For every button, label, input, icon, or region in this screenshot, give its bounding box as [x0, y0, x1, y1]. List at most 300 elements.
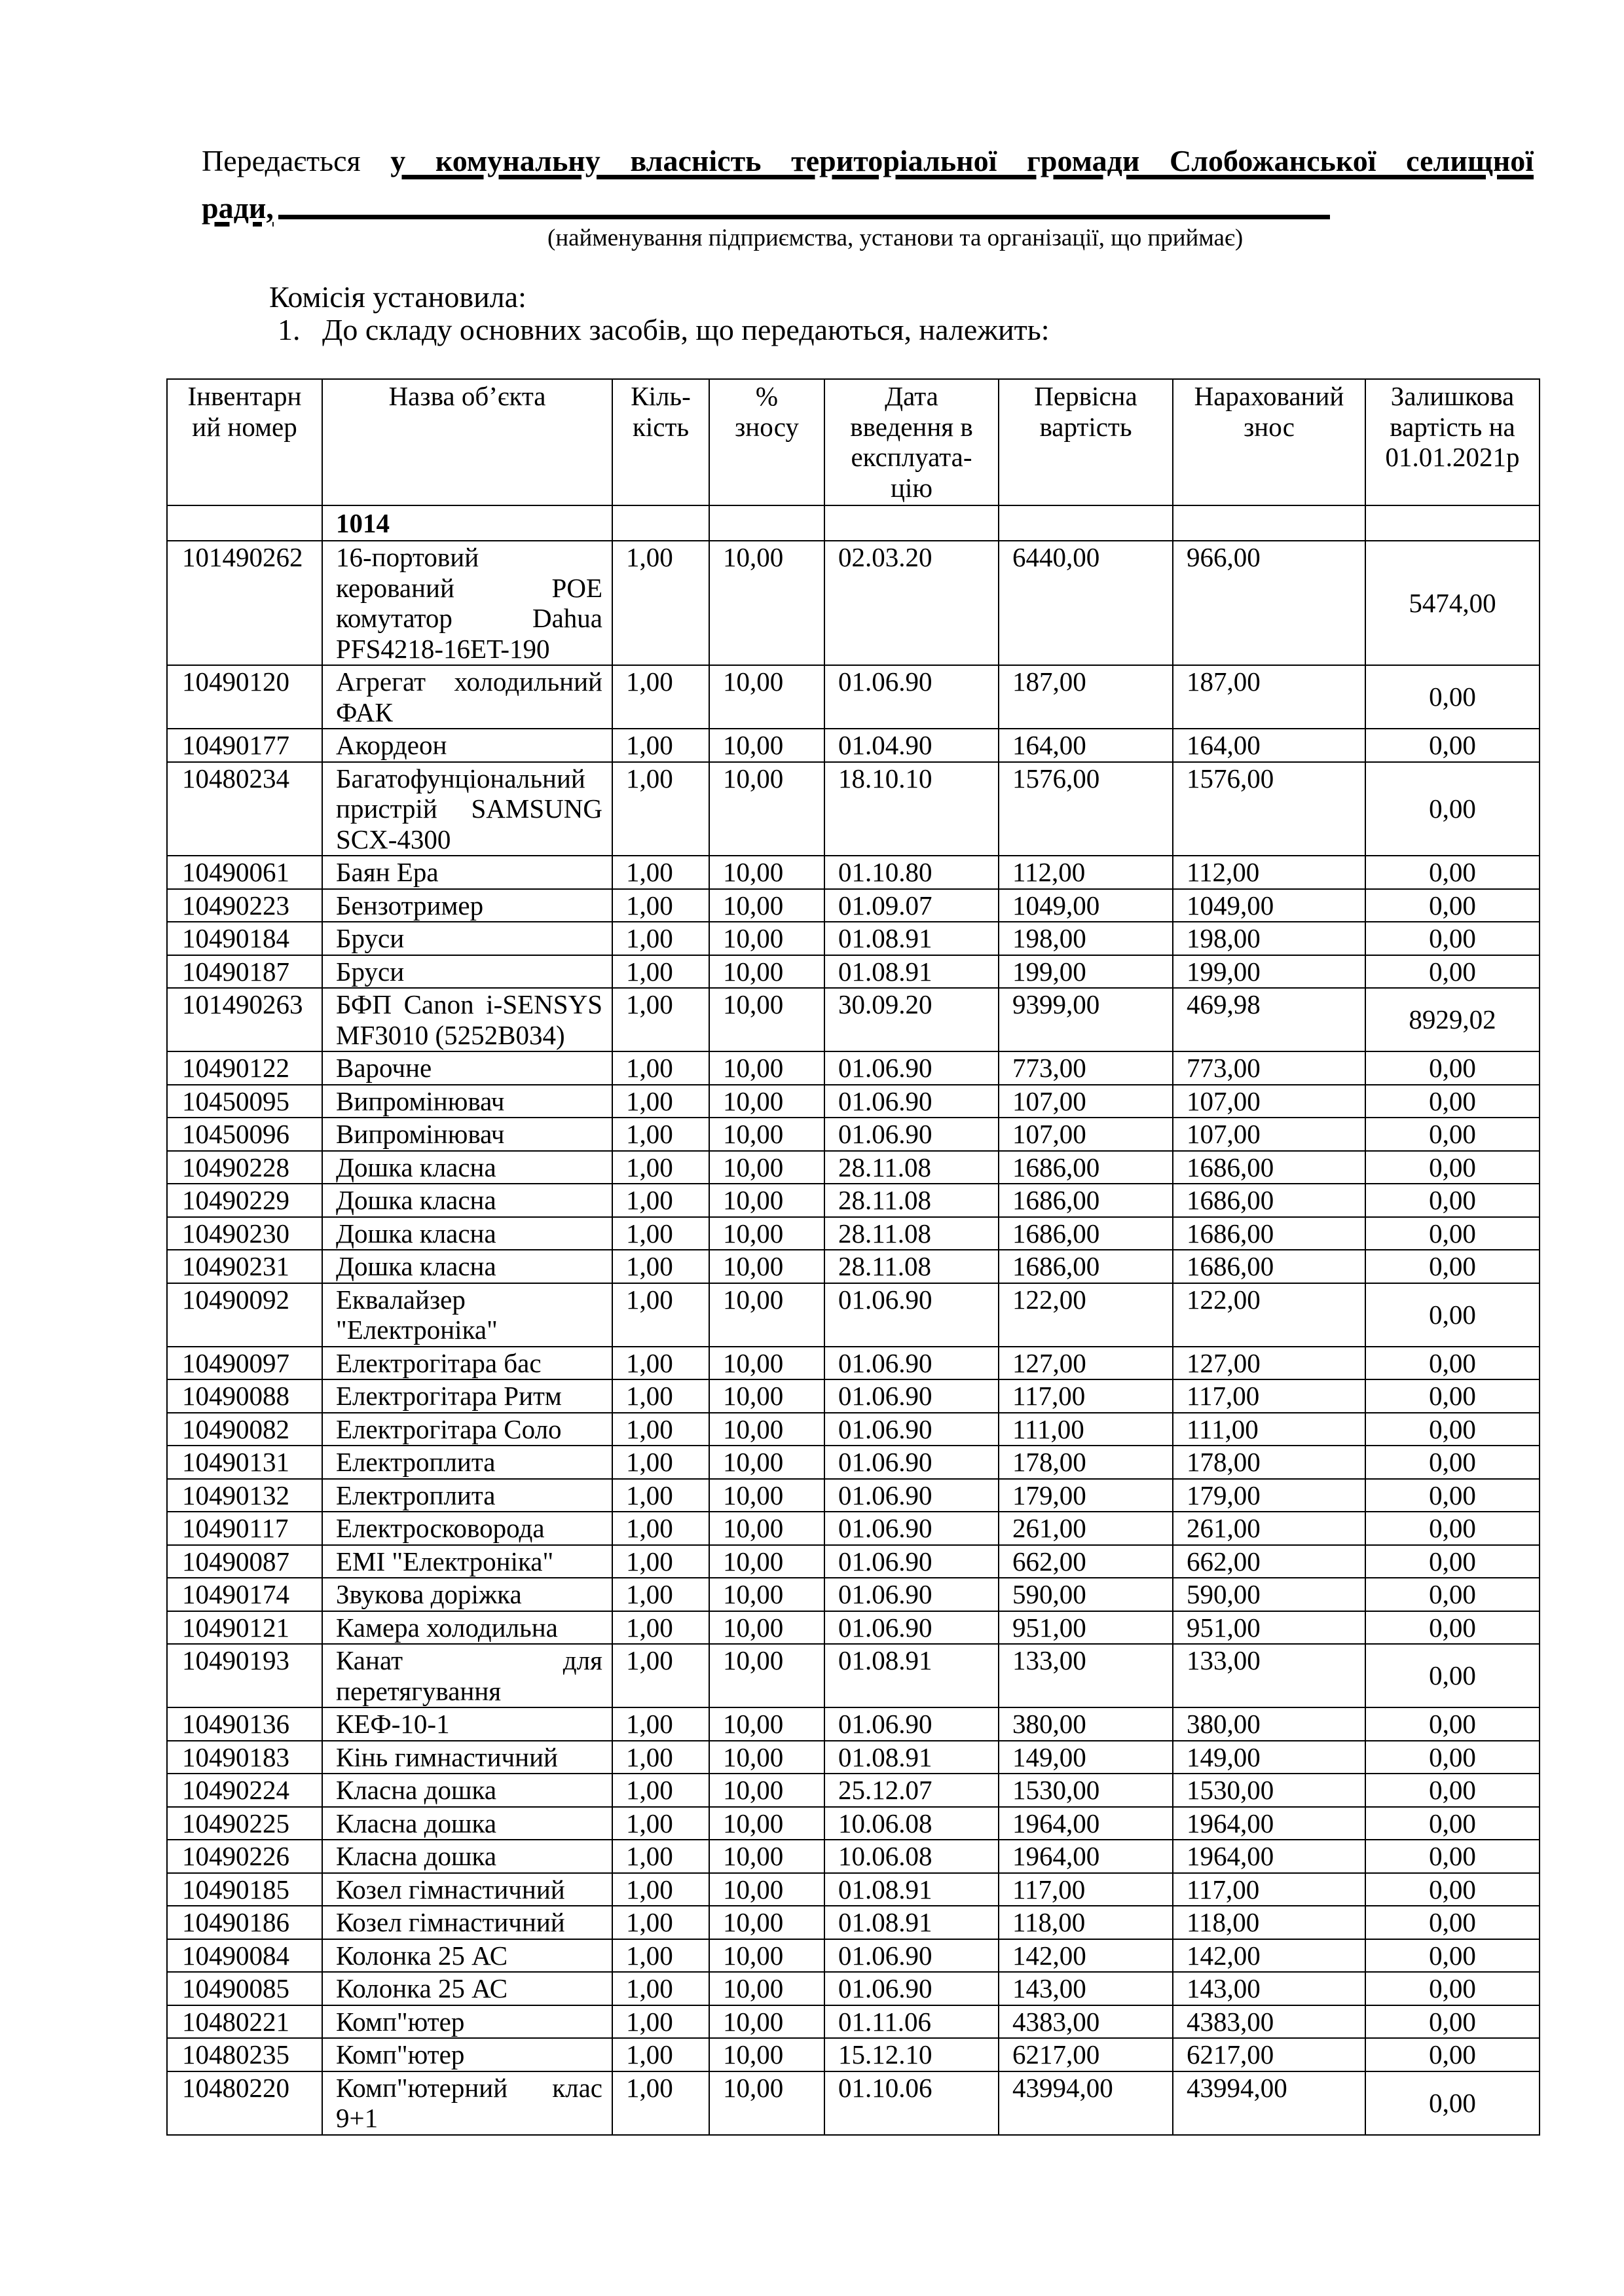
residual-value-cell: 0,00: [1365, 1578, 1540, 1611]
wear-percent-cell: 10,00: [709, 1217, 824, 1250]
table-row: [167, 1873, 1540, 1906]
initial-cost-cell: 117,00: [999, 1379, 1173, 1413]
wear-percent-cell: 10,00: [709, 1479, 824, 1512]
wear-percent-cell: 10,00: [709, 1446, 824, 1479]
residual-value-cell: 0,00: [1365, 1085, 1540, 1118]
table-row: [167, 1906, 1540, 1939]
quantity-cell: 1,00: [612, 1578, 709, 1611]
wear-percent-cell: 10,00: [709, 1774, 824, 1807]
table-row: [167, 955, 1540, 989]
accrued-depreciation-cell: 261,00: [1173, 1512, 1365, 1545]
table-row: [167, 1644, 1540, 1707]
inventory-number-cell: 10490231: [167, 1250, 322, 1283]
initial-cost-cell: 112,00: [999, 856, 1173, 889]
quantity-cell: 1,00: [612, 856, 709, 889]
transfer-statement-line-1: [202, 137, 1534, 185]
initial-cost-cell: 149,00: [999, 1741, 1173, 1774]
commissioning-date-cell: 01.06.90: [824, 1413, 999, 1446]
accrued-depreciation-cell: 179,00: [1173, 1479, 1365, 1512]
column-header-commissioning-date: [824, 379, 999, 505]
quantity-cell: 1,00: [612, 1413, 709, 1446]
column-header-residual-value: [1365, 379, 1540, 505]
initial-cost-cell: 187,00: [999, 665, 1173, 729]
residual-value-cell: 0,00: [1365, 1283, 1540, 1347]
residual-value-cell: 0,00: [1365, 1118, 1540, 1151]
list-item-text: До складу основних засобів, що передаються, належить:: [322, 313, 1050, 346]
accrued-depreciation-cell: 107,00: [1173, 1118, 1365, 1151]
inventory-number-cell: 10480220: [167, 2071, 322, 2135]
column-header-text: вартість на: [1390, 411, 1515, 442]
initial-cost-cell: 1686,00: [999, 1250, 1173, 1283]
inventory-number-cell: 10490177: [167, 729, 322, 762]
column-header-text: вартість: [1039, 411, 1132, 442]
object-name-cell: Електроплита: [322, 1446, 612, 1479]
commissioning-date-cell: 01.06.90: [824, 665, 999, 729]
object-name-cell: Бруси: [322, 955, 612, 989]
quantity-cell: 1,00: [612, 541, 709, 665]
initial-cost-cell: 178,00: [999, 1446, 1173, 1479]
commissioning-date-cell: 18.10.10: [824, 762, 999, 856]
quantity-cell: 1,00: [612, 2038, 709, 2071]
residual-value-cell: 0,00: [1365, 2071, 1540, 2135]
quantity-cell: 1,00: [612, 1512, 709, 1545]
inventory-number-cell: 10490120: [167, 665, 322, 729]
quantity-cell: 1,00: [612, 1479, 709, 1512]
accrued-depreciation-cell: 1686,00: [1173, 1184, 1365, 1217]
initial-cost-cell: 1530,00: [999, 1774, 1173, 1807]
table-row: [167, 1347, 1540, 1380]
object-name-cell: БФП Canon i-SENSYS MF3010 (5252B034): [322, 988, 612, 1051]
quantity-cell: 1,00: [612, 1644, 709, 1707]
quantity-cell: 1,00: [612, 1446, 709, 1479]
table-row: [167, 1545, 1540, 1578]
accrued-depreciation-cell: 1686,00: [1173, 1250, 1365, 1283]
table-row: [167, 1939, 1540, 1973]
accrued-depreciation-cell: 43994,00: [1173, 2071, 1365, 2135]
table-row: [167, 541, 1540, 665]
accrued-depreciation-cell: 143,00: [1173, 1972, 1365, 2005]
residual-value-cell: 0,00: [1365, 1707, 1540, 1741]
wear-percent-cell: 10,00: [709, 1840, 824, 1873]
table-row: [167, 2005, 1540, 2039]
residual-value-cell: 0,00: [1365, 922, 1540, 955]
column-header-initial-cost: [999, 379, 1173, 505]
column-header-text: Кіль-: [631, 381, 691, 411]
inventory-number-cell: 10490187: [167, 955, 322, 989]
quantity-cell: 1,00: [612, 1118, 709, 1151]
column-header-quantity: [612, 379, 709, 505]
wear-percent-cell: 10,00: [709, 2005, 824, 2039]
wear-percent-cell: 10,00: [709, 1873, 824, 1906]
accrued-depreciation-cell: 199,00: [1173, 955, 1365, 989]
wear-percent-cell: 10,00: [709, 2071, 824, 2135]
object-name-cell: Електросковорода: [322, 1512, 612, 1545]
commissioning-date-cell: 01.09.07: [824, 889, 999, 922]
initial-cost-cell: 43994,00: [999, 2071, 1173, 2135]
transfer-statement-line-2: [202, 185, 274, 232]
table-row: [167, 1379, 1540, 1413]
initial-cost-cell: 117,00: [999, 1873, 1173, 1906]
table-row: [167, 1774, 1540, 1807]
table-row: [167, 1085, 1540, 1118]
accrued-depreciation-cell: 127,00: [1173, 1347, 1365, 1380]
table-row: [167, 1512, 1540, 1545]
object-name-cell: Колонка 25 АС: [322, 1972, 612, 2005]
table-row: [167, 762, 1540, 856]
inventory-number-cell: 10490223: [167, 889, 322, 922]
wear-percent-cell: 10,00: [709, 1347, 824, 1380]
wear-percent-cell: 10,00: [709, 1741, 824, 1774]
quantity-cell: 1,00: [612, 1217, 709, 1250]
commissioning-date-cell: 01.06.90: [824, 1479, 999, 1512]
accrued-depreciation-cell: 122,00: [1173, 1283, 1365, 1347]
commissioning-date-cell: 01.08.91: [824, 1873, 999, 1906]
commissioning-date-cell: 01.06.90: [824, 1051, 999, 1085]
inventory-number-cell: 10480234: [167, 762, 322, 856]
accrued-depreciation-cell: 133,00: [1173, 1644, 1365, 1707]
residual-value-cell: 0,00: [1365, 1512, 1540, 1545]
residual-value-cell: 0,00: [1365, 889, 1540, 922]
inventory-number-cell: 10490186: [167, 1906, 322, 1939]
initial-cost-cell: 1686,00: [999, 1217, 1173, 1250]
residual-value-cell: 0,00: [1365, 2038, 1540, 2071]
inventory-number-cell: 10490121: [167, 1611, 322, 1645]
quantity-cell: 1,00: [612, 1545, 709, 1578]
object-name-cell: Дошка класна: [322, 1217, 612, 1250]
residual-value-cell: 0,00: [1365, 1413, 1540, 1446]
initial-cost-cell: 118,00: [999, 1906, 1173, 1939]
inventory-number-cell: 10490183: [167, 1741, 322, 1774]
quantity-cell: 1,00: [612, 1939, 709, 1973]
accrued-depreciation-cell: 469,98: [1173, 988, 1365, 1051]
column-header-text: ий номер: [192, 411, 297, 442]
table-row: [167, 1413, 1540, 1446]
table-row: [167, 922, 1540, 955]
object-name-cell: Звукова доріжка: [322, 1578, 612, 1611]
wear-percent-cell: 10,00: [709, 1250, 824, 1283]
accrued-depreciation-cell: 1686,00: [1173, 1217, 1365, 1250]
quantity-cell: 1,00: [612, 2005, 709, 2039]
residual-value-cell: 0,00: [1365, 1611, 1540, 1645]
residual-value-cell: 0,00: [1365, 1873, 1540, 1906]
object-name-cell: Електрогітара бас: [322, 1347, 612, 1380]
initial-cost-cell: 179,00: [999, 1479, 1173, 1512]
object-name-cell: Електроплита: [322, 1479, 612, 1512]
table-row: [167, 1840, 1540, 1873]
residual-value-cell: 0,00: [1365, 1479, 1540, 1512]
residual-value-cell: 0,00: [1365, 1840, 1540, 1873]
wear-percent-cell: 10,00: [709, 1972, 824, 2005]
object-name-cell: Акордеон: [322, 729, 612, 762]
initial-cost-cell: 107,00: [999, 1118, 1173, 1151]
quantity-cell: 1,00: [612, 1085, 709, 1118]
table-row: [167, 1184, 1540, 1217]
commissioning-date-cell: 01.06.90: [824, 1512, 999, 1545]
inventory-number-cell: 10490085: [167, 1972, 322, 2005]
quantity-cell: 1,00: [612, 922, 709, 955]
wear-percent-cell: 10,00: [709, 922, 824, 955]
object-name-cell: Класна дошка: [322, 1807, 612, 1840]
quantity-cell: 1,00: [612, 1741, 709, 1774]
residual-value-cell: 0,00: [1365, 1347, 1540, 1380]
object-name-cell: Варочне: [322, 1051, 612, 1085]
fixed-assets-table: [166, 378, 1540, 2136]
wear-percent-cell: 10,00: [709, 1118, 824, 1151]
initial-cost-cell: 1576,00: [999, 762, 1173, 856]
residual-value-cell: 0,00: [1365, 762, 1540, 856]
commissioning-date-cell: 28.11.08: [824, 1151, 999, 1184]
column-header-text: 01.01.2021р: [1385, 442, 1520, 472]
table-row: [167, 1479, 1540, 1512]
table-row: [167, 1578, 1540, 1611]
column-header-accrued-depreciation: [1173, 379, 1365, 505]
column-header-text: цію: [891, 472, 932, 503]
residual-value-cell: 0,00: [1365, 856, 1540, 889]
accrued-depreciation-cell: 111,00: [1173, 1413, 1365, 1446]
accrued-depreciation-cell: 112,00: [1173, 856, 1365, 889]
commissioning-date-cell: 10.06.08: [824, 1807, 999, 1840]
commissioning-date-cell: 01.08.91: [824, 955, 999, 989]
inventory-number-cell: 10490061: [167, 856, 322, 889]
inventory-number-cell: 10490131: [167, 1446, 322, 1479]
table-row: [167, 1051, 1540, 1085]
initial-cost-cell: 1964,00: [999, 1840, 1173, 1873]
residual-value-cell: 0,00: [1365, 665, 1540, 729]
group-cell-empty: [1365, 505, 1540, 541]
accrued-depreciation-cell: 118,00: [1173, 1906, 1365, 1939]
quantity-cell: 1,00: [612, 2071, 709, 2135]
quantity-cell: 1,00: [612, 762, 709, 856]
accrued-depreciation-cell: 178,00: [1173, 1446, 1365, 1479]
column-header-text: введення в: [850, 411, 973, 442]
inventory-number-cell: 10490092: [167, 1283, 322, 1347]
quantity-cell: 1,00: [612, 1807, 709, 1840]
column-header-text: Залишкова: [1390, 381, 1515, 411]
wear-percent-cell: 10,00: [709, 1906, 824, 1939]
column-header-text: %: [755, 381, 779, 411]
object-name-cell: Електрогітара Ритм: [322, 1379, 612, 1413]
commissioning-date-cell: 28.11.08: [824, 1184, 999, 1217]
account-number: 1014: [322, 505, 612, 541]
quantity-cell: 1,00: [612, 1840, 709, 1873]
recipient-caption: (найменування підприємства, установи та організації, що приймає): [547, 225, 1244, 251]
object-name-cell: Дошка класна: [322, 1250, 612, 1283]
initial-cost-cell: 142,00: [999, 1939, 1173, 1973]
wear-percent-cell: 10,00: [709, 1807, 824, 1840]
residual-value-cell: 0,00: [1365, 1807, 1540, 1840]
object-name-cell: Бензотример: [322, 889, 612, 922]
commissioning-date-cell: 01.08.91: [824, 1741, 999, 1774]
object-name-cell: Дошка класна: [322, 1184, 612, 1217]
quantity-cell: 1,00: [612, 988, 709, 1051]
wear-percent-cell: 10,00: [709, 1413, 824, 1446]
table-row: [167, 856, 1540, 889]
column-header-text: Нарахований: [1194, 381, 1344, 411]
table-header-row: [167, 379, 1540, 505]
inventory-number-cell: 10490132: [167, 1479, 322, 1512]
object-name-cell: КЕФ-10-1: [322, 1707, 612, 1741]
group-cell-empty: [612, 505, 709, 541]
commissioning-date-cell: 01.06.90: [824, 1085, 999, 1118]
accrued-depreciation-cell: 1530,00: [1173, 1774, 1365, 1807]
wear-percent-cell: 10,00: [709, 1707, 824, 1741]
wear-percent-cell: 10,00: [709, 1512, 824, 1545]
initial-cost-cell: 164,00: [999, 729, 1173, 762]
object-name-cell: Класна дошка: [322, 1774, 612, 1807]
initial-cost-cell: 4383,00: [999, 2005, 1173, 2039]
quantity-cell: 1,00: [612, 889, 709, 922]
column-header-text: знос: [1244, 411, 1295, 442]
initial-cost-cell: 261,00: [999, 1512, 1173, 1545]
object-name-cell: Канат для перетягування: [322, 1644, 612, 1707]
accrued-depreciation-cell: 773,00: [1173, 1051, 1365, 1085]
inventory-number-cell: 10490230: [167, 1217, 322, 1250]
column-header-text: Дата: [885, 381, 938, 411]
initial-cost-cell: 6440,00: [999, 541, 1173, 665]
quantity-cell: 1,00: [612, 1347, 709, 1380]
wear-percent-cell: 10,00: [709, 1939, 824, 1973]
inventory-number-cell: 10450095: [167, 1085, 322, 1118]
wear-percent-cell: 10,00: [709, 1283, 824, 1347]
initial-cost-cell: 127,00: [999, 1347, 1173, 1380]
inventory-number-cell: 10450096: [167, 1118, 322, 1151]
object-name-cell: Козел гімнастичний: [322, 1906, 612, 1939]
object-name-cell: Комп"ютер: [322, 2038, 612, 2071]
object-name-cell: Камера холодильна: [322, 1611, 612, 1645]
accrued-depreciation-cell: 142,00: [1173, 1939, 1365, 1973]
commissioning-date-cell: 02.03.20: [824, 541, 999, 665]
commissioning-date-cell: 28.11.08: [824, 1217, 999, 1250]
commissioning-date-cell: 01.06.90: [824, 1611, 999, 1645]
initial-cost-cell: 662,00: [999, 1545, 1173, 1578]
commissioning-date-cell: 25.12.07: [824, 1774, 999, 1807]
initial-cost-cell: 9399,00: [999, 988, 1173, 1051]
group-cell-empty: [709, 505, 824, 541]
initial-cost-cell: 380,00: [999, 1707, 1173, 1741]
inventory-number-cell: 101490262: [167, 541, 322, 665]
object-name-cell: Баян Ера: [322, 856, 612, 889]
object-name-cell: Бруси: [322, 922, 612, 955]
residual-value-cell: 0,00: [1365, 1051, 1540, 1085]
wear-percent-cell: 10,00: [709, 1545, 824, 1578]
table-row: [167, 729, 1540, 762]
inventory-number-cell: 10490122: [167, 1051, 322, 1085]
inventory-number-cell: 10490136: [167, 1707, 322, 1741]
inventory-number-cell: 10490226: [167, 1840, 322, 1873]
quantity-cell: 1,00: [612, 729, 709, 762]
table-row: [167, 1250, 1540, 1283]
commissioning-date-cell: 01.08.91: [824, 1906, 999, 1939]
accrued-depreciation-cell: 164,00: [1173, 729, 1365, 762]
residual-value-cell: 0,00: [1365, 1151, 1540, 1184]
recipient-text: у комунальну власність територіальної громади Слобожанської селищної: [390, 144, 1534, 177]
accrued-depreciation-cell: 662,00: [1173, 1545, 1365, 1578]
table-row: [167, 889, 1540, 922]
inventory-number-cell: 10490082: [167, 1413, 322, 1446]
column-header-inventory-number: [167, 379, 322, 505]
wear-percent-cell: 10,00: [709, 1051, 824, 1085]
wear-percent-cell: 10,00: [709, 1151, 824, 1184]
column-header-text: Назва об’єкта: [388, 381, 546, 411]
commissioning-date-cell: 15.12.10: [824, 2038, 999, 2071]
commissioning-date-cell: 30.09.20: [824, 988, 999, 1051]
commissioning-date-cell: 01.04.90: [824, 729, 999, 762]
commissioning-date-cell: 01.06.90: [824, 1118, 999, 1151]
quantity-cell: 1,00: [612, 955, 709, 989]
inventory-number-cell: 10490229: [167, 1184, 322, 1217]
accrued-depreciation-cell: 1576,00: [1173, 762, 1365, 856]
accrued-depreciation-cell: 107,00: [1173, 1085, 1365, 1118]
initial-cost-cell: 1964,00: [999, 1807, 1173, 1840]
accrued-depreciation-cell: 380,00: [1173, 1707, 1365, 1741]
wear-percent-cell: 10,00: [709, 541, 824, 665]
recipient-text-continued: ради,: [202, 191, 274, 225]
initial-cost-cell: 1049,00: [999, 889, 1173, 922]
wear-percent-cell: 10,00: [709, 889, 824, 922]
accrued-depreciation-cell: 951,00: [1173, 1611, 1365, 1645]
account-group-row: [167, 505, 1540, 541]
initial-cost-cell: 1686,00: [999, 1184, 1173, 1217]
inventory-number-cell: 10490087: [167, 1545, 322, 1578]
residual-value-cell: 0,00: [1365, 1939, 1540, 1973]
commissioning-date-cell: 01.06.90: [824, 1347, 999, 1380]
commissioning-date-cell: 01.06.90: [824, 1283, 999, 1347]
column-header-text: Інвентарн: [187, 381, 302, 411]
commission-heading: Комісія установила:: [269, 280, 526, 314]
wear-percent-cell: 10,00: [709, 665, 824, 729]
commissioning-date-cell: 01.11.06: [824, 2005, 999, 2039]
wear-percent-cell: 10,00: [709, 1611, 824, 1645]
wear-percent-cell: 10,00: [709, 1578, 824, 1611]
initial-cost-cell: 133,00: [999, 1644, 1173, 1707]
accrued-depreciation-cell: 1049,00: [1173, 889, 1365, 922]
inventory-number-cell: 10490097: [167, 1347, 322, 1380]
inventory-number-cell: 10480221: [167, 2005, 322, 2039]
quantity-cell: 1,00: [612, 1972, 709, 2005]
residual-value-cell: 0,00: [1365, 1446, 1540, 1479]
accrued-depreciation-cell: 198,00: [1173, 922, 1365, 955]
transfer-lead-text: Передається: [202, 144, 361, 177]
inventory-number-cell: 10480235: [167, 2038, 322, 2071]
residual-value-cell: 0,00: [1365, 1774, 1540, 1807]
commissioning-date-cell: 01.06.90: [824, 1379, 999, 1413]
quantity-cell: 1,00: [612, 1774, 709, 1807]
residual-value-cell: 0,00: [1365, 1644, 1540, 1707]
object-name-cell: Козел гімнастичний: [322, 1873, 612, 1906]
object-name-cell: Багатофунціональний пристрій SAMSUNG SCX-4300: [322, 762, 612, 856]
object-name-cell: Дошка класна: [322, 1151, 612, 1184]
quantity-cell: 1,00: [612, 1184, 709, 1217]
residual-value-cell: 0,00: [1365, 1906, 1540, 1939]
residual-value-cell: 0,00: [1365, 955, 1540, 989]
accrued-depreciation-cell: 1964,00: [1173, 1840, 1365, 1873]
column-header-text: експлуата-: [851, 442, 972, 472]
recipient-blank-underline: [278, 215, 1330, 219]
wear-percent-cell: 10,00: [709, 1085, 824, 1118]
object-name-cell: Еквалайзер "Електроніка": [322, 1283, 612, 1347]
group-cell-empty: [1173, 505, 1365, 541]
table-row: [167, 1217, 1540, 1250]
wear-percent-cell: 10,00: [709, 2038, 824, 2071]
residual-value-cell: 8929,02: [1365, 988, 1540, 1051]
wear-percent-cell: 10,00: [709, 856, 824, 889]
quantity-cell: 1,00: [612, 1379, 709, 1413]
quantity-cell: 1,00: [612, 1283, 709, 1347]
inventory-number-cell: 10490084: [167, 1939, 322, 1973]
inventory-number-cell: 10490228: [167, 1151, 322, 1184]
column-header-wear-percent: [709, 379, 824, 505]
group-cell-empty: [167, 505, 322, 541]
